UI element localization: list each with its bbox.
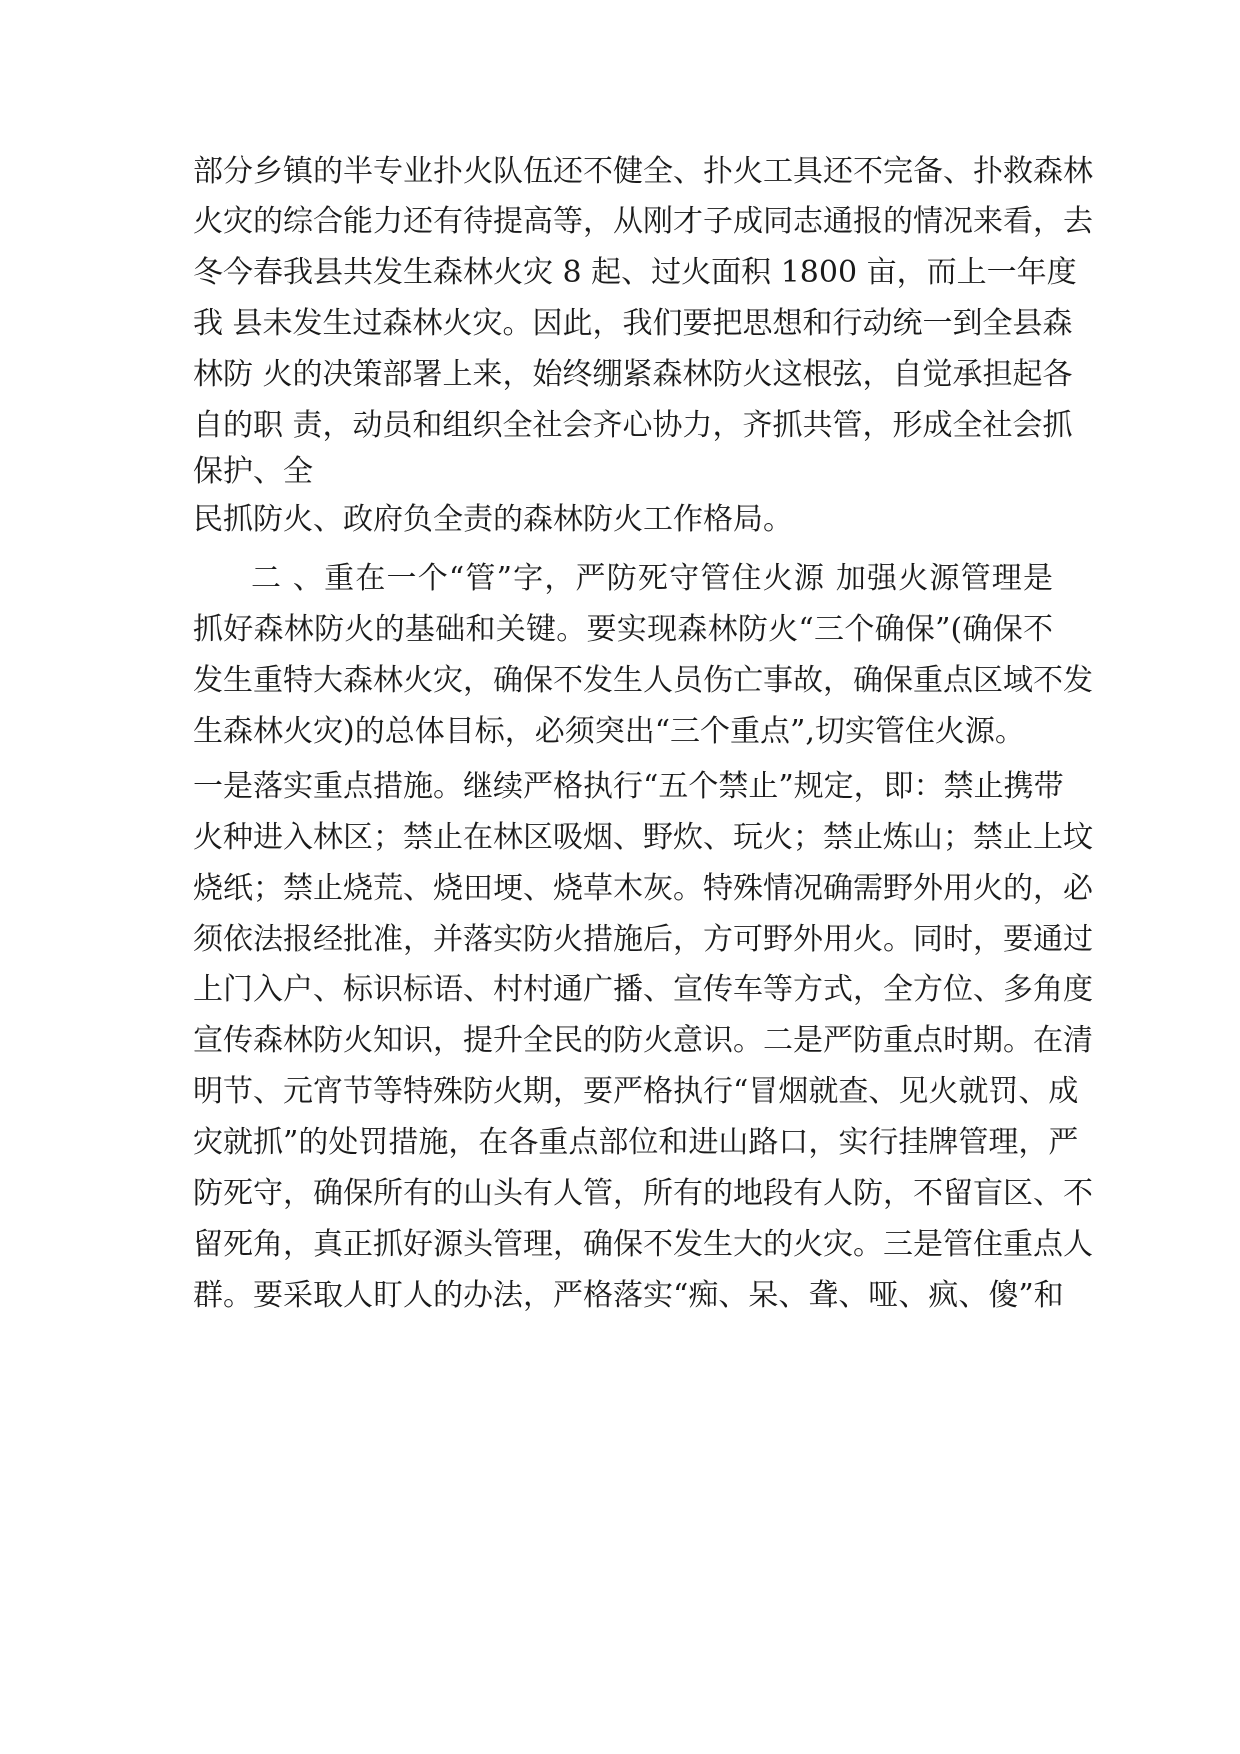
body-text-line: 保护、全: [193, 454, 313, 489]
body-text-line: 生森林火灾)的总体目标，必须突出“三个重点”,切实管住火源。: [193, 714, 1025, 749]
body-text-line: 我 县未发生过森林火灾。因此，我们要把思想和行动统一到全县森: [193, 306, 1073, 341]
body-text-line: 部分乡镇的半专业扑火队伍还不健全、扑火工具还不完备、扑救森林: [193, 154, 1093, 189]
body-text-line: 上门入户、标识标语、村村通广播、宣传车等方式，全方位、多角度: [193, 972, 1093, 1007]
body-text-line: 宣传森林防火知识，提升全民的防火意识。二是严防重点时期。在清: [193, 1023, 1093, 1058]
body-text-line: 抓好森林防火的基础和关键。要实现森林防火“三个确保”(确保不: [193, 612, 1053, 647]
body-text-line: 林防 火的决策部署上来，始终绷紧森林防火这根弦，自觉承担起各: [193, 357, 1073, 392]
body-text-line: 一是落实重点措施。继续严格执行“五个禁止”规定，即：禁止携带: [193, 769, 1064, 804]
body-text-line: 须依法报经批准，并落实防火措施后，方可野外用火。同时，要通过: [193, 922, 1093, 957]
body-text-line: 火种进入林区；禁止在林区吸烟、野炊、玩火；禁止炼山；禁止上坟: [193, 820, 1093, 855]
body-text-line: 留死角，真正抓好源头管理，确保不发生大的火灾。三是管住重点人: [193, 1227, 1093, 1262]
body-text-line: 发生重特大森林火灾，确保不发生人员伤亡事故，确保重点区域不发: [193, 663, 1093, 698]
body-text-line: 防死守，确保所有的山头有人管，所有的地段有人防，不留盲区、不: [193, 1176, 1093, 1211]
section-heading-line: 二 、重在一个“管”字，严防死守管住火源 加强火源管理是: [251, 561, 1053, 596]
body-text-line: 明节、元宵节等特殊防火期，要严格执行“冒烟就查、见火就罚、成: [193, 1074, 1079, 1109]
body-text-line: 火灾的综合能力还有待提高等，从刚才子成同志通报的情况来看，去: [193, 204, 1093, 239]
body-text-line: 群。要采取人盯人的办法，严格落实“痴、呆、聋、哑、疯、傻”和: [193, 1278, 1064, 1313]
body-text-line: 烧纸；禁止烧荒、烧田埂、烧草木灰。特殊情况确需野外用火的，必: [193, 871, 1093, 906]
body-text-line: 自的职 责，动员和组织全社会齐心协力，齐抓共管，形成全社会抓: [193, 408, 1073, 443]
body-text-line: 民抓防火、政府负全责的森林防火工作格局。: [193, 502, 793, 537]
body-text-line: 灾就抓”的处罚措施，在各重点部位和进山路口，实行挂牌管理，严: [193, 1125, 1079, 1160]
body-text-line: 冬今春我县共发生森林火灾 8 起、过火面积 1800 亩，而上一年度: [193, 255, 1077, 290]
